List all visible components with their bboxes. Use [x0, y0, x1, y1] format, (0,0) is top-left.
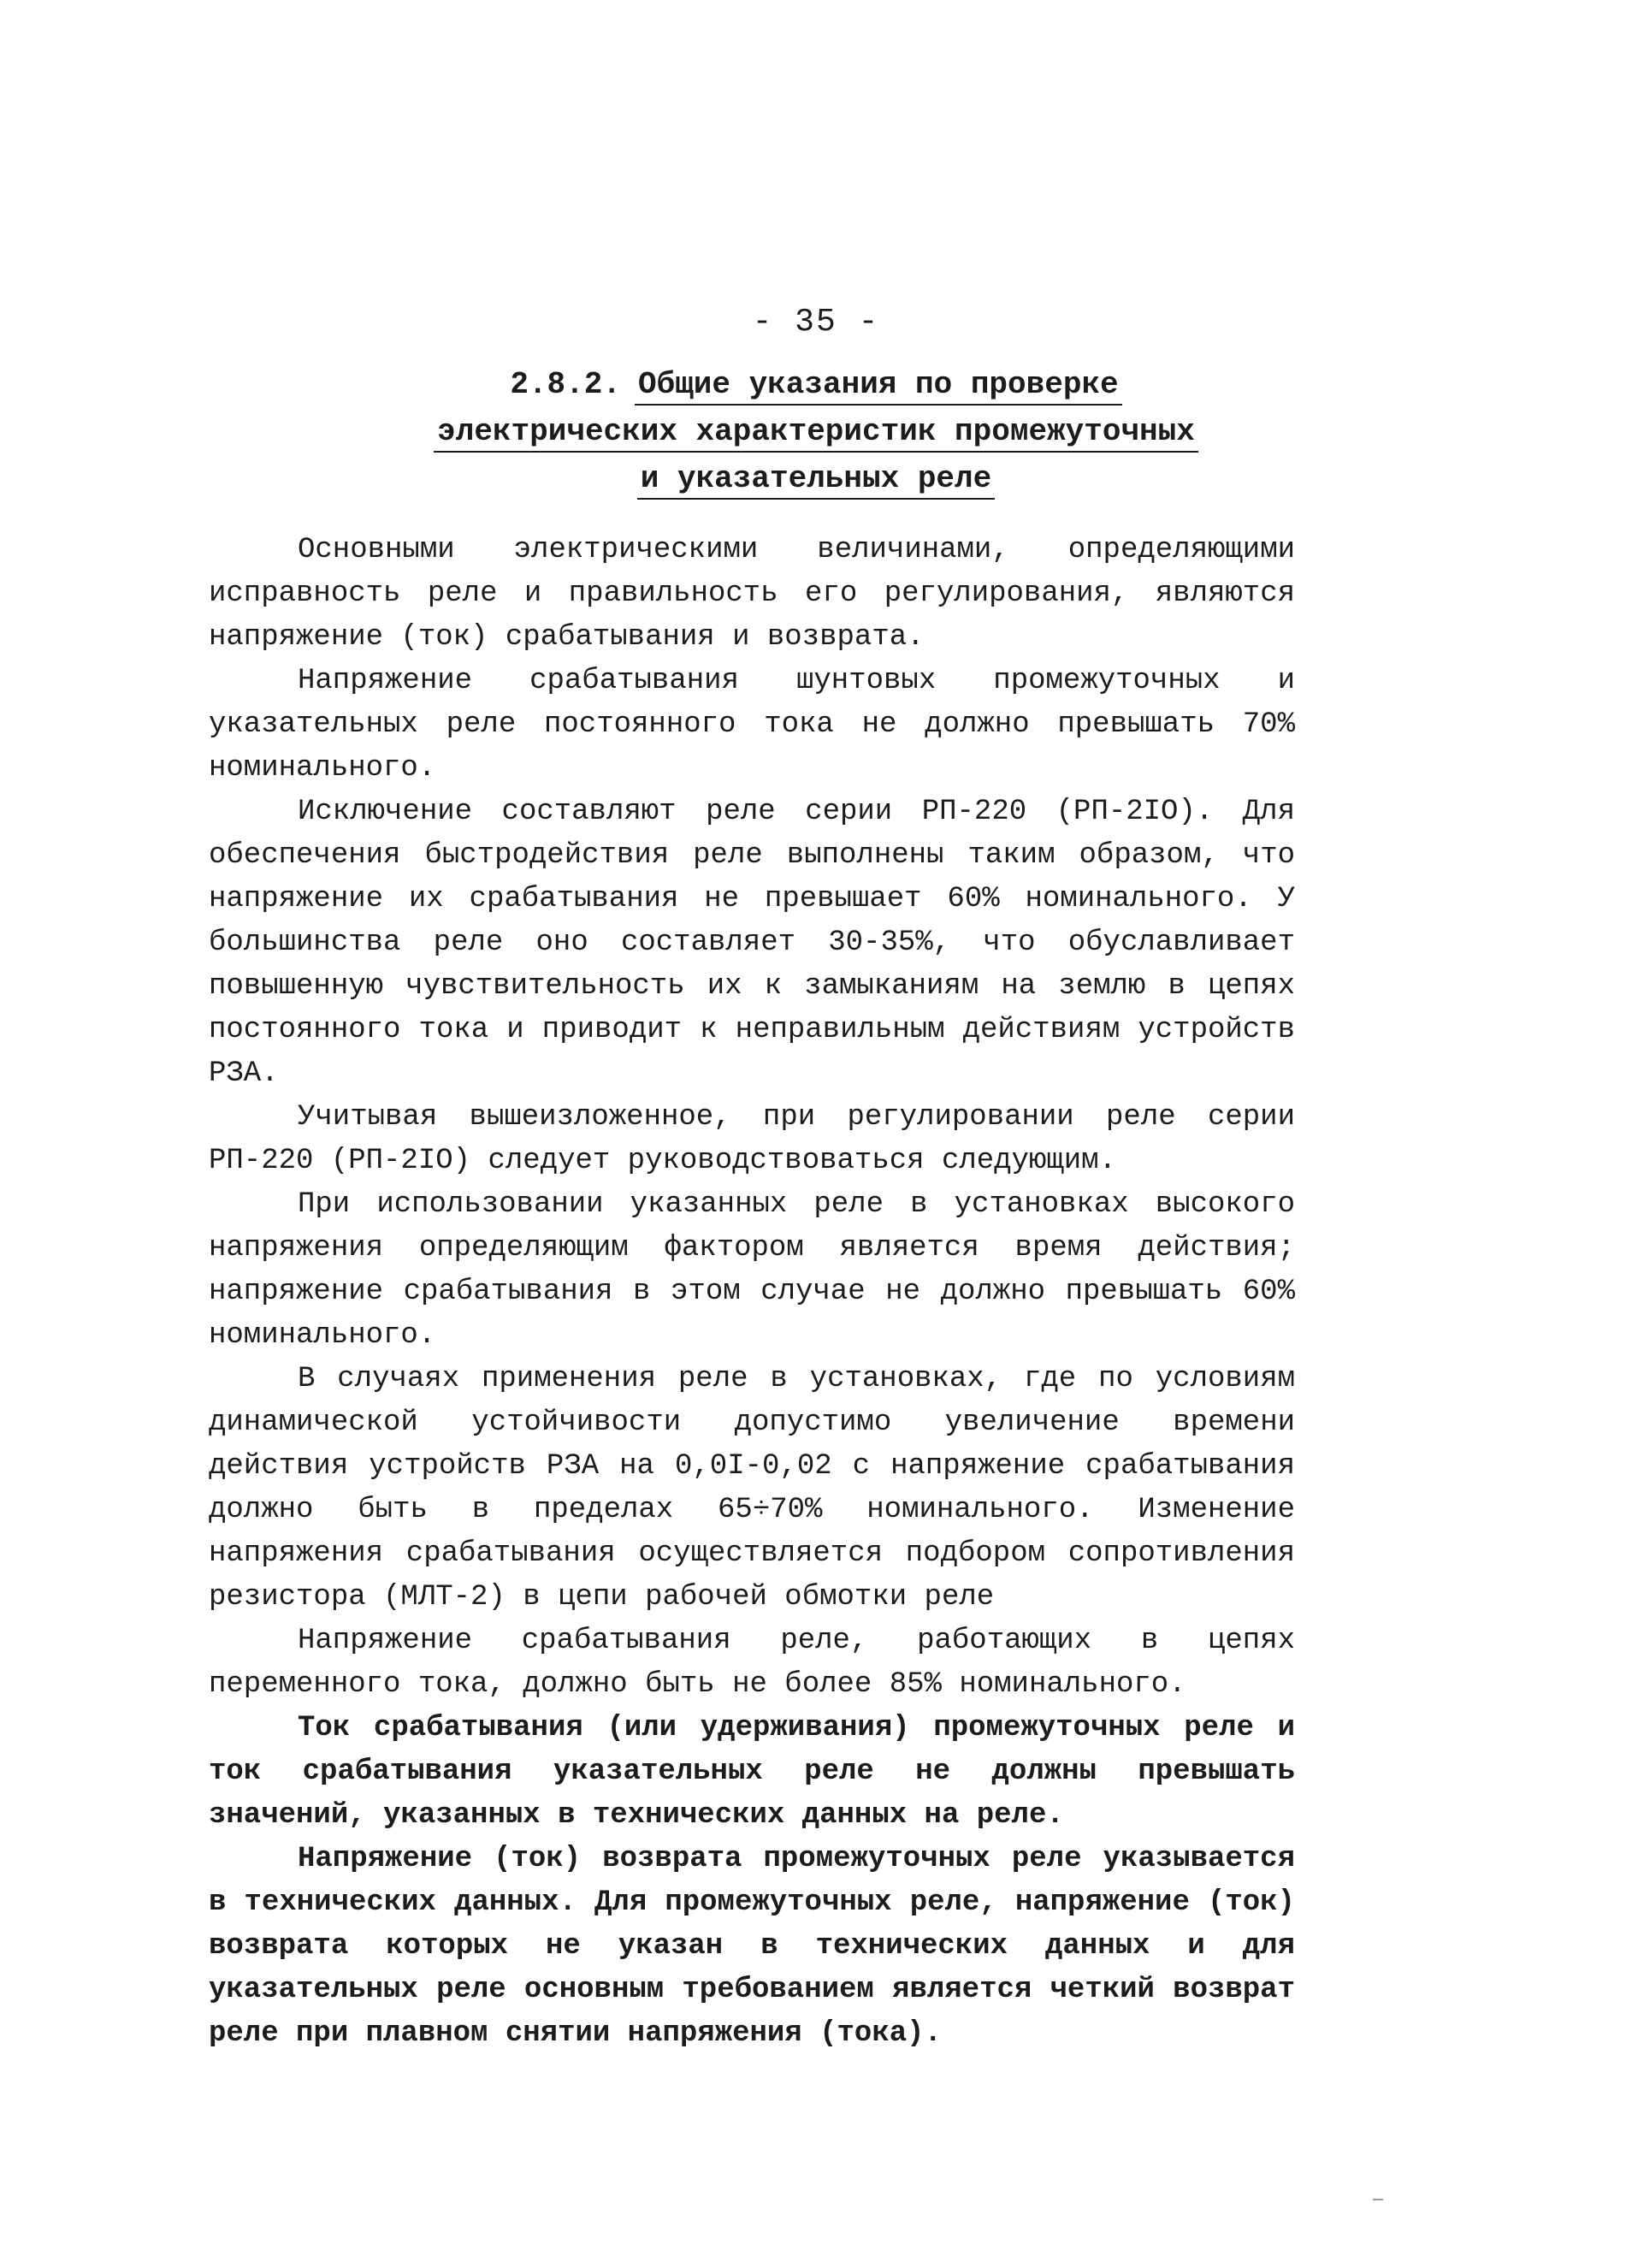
heading-line-2: электрических характеристик промежуточных	[434, 413, 1198, 453]
scan-mark	[1373, 2199, 1383, 2200]
page-number: - 35 -	[752, 304, 880, 340]
paragraph-2: Напряжение срабатывания шунтовых промежуточных и указательных реле постоянного тока не должно превышать 70% номинального.	[209, 665, 1295, 785]
paragraph-5: При использовании указанных реле в установках высокого напряжения определяющим фактором является время действия; напряжение срабатывания в этом случае не должно превышать 60% номинального.	[209, 1188, 1295, 1352]
paragraph-3: Исключение составляют реле серии РП-220 (РП-2IO). Для обеспечения быстродействия реле выполнены таким образом, что напряжение их срабатывания не превышает 60% номинального. У большинства реле оно составляет 30-35%, что обуславливает повышенную чувствительность их к замыканиям на землю в цепях постоянного тока и приводит к неправильным действиям устройств РЗА.	[209, 796, 1295, 1090]
paragraph-6: В случаях применения реле в установках, где по условиям динамической устойчивости допустимо увеличение времени действия устройств РЗА на 0,0I-0,02 с напряжение срабатывания должно быть в пределах 65÷70% номинального. Изменение напряжения срабатывания осуществляется подбором сопротивления резистора (МЛТ-2) в цепи рабочей обмотки реле	[209, 1363, 1295, 1614]
paragraph-8: Ток срабатывания (или удерживания) промежуточных реле и ток срабатывания указательных реле не должны превышать значений, указанных в технических данных на реле.	[209, 1712, 1295, 1832]
section-heading	[0, 364, 1632, 505]
paragraph-9: Напряжение (ток) возврата промежуточных реле указывается в технических данных. Для промежуточных реле, напряжение (ток) возврата которых не указан в технических данных и для указательных реле основным требованием является четкий возврат реле при плавном снятии напряжения (тока).	[209, 1843, 1295, 2050]
heading-line-3: и указательных реле	[637, 460, 995, 500]
section-number: 2.8.2.	[510, 367, 621, 402]
body-text	[209, 529, 1295, 2056]
paragraph-7: Напряжение срабатывания реле, работающих в цепях переменного тока, должно быть не более 85% номинального.	[209, 1625, 1295, 1701]
paragraph-4: Учитывая вышеизложенное, при регулировании реле серии РП-220 (РП-2IO) следует руководствоваться следующим.	[209, 1101, 1295, 1177]
paragraph-1: Основными электрическими величинами, определяющими исправность реле и правильность его регулирования, являются напряжение (ток) срабатывания и возврата.	[209, 534, 1295, 654]
heading-line-1: Общие указания по проверке	[635, 366, 1122, 406]
